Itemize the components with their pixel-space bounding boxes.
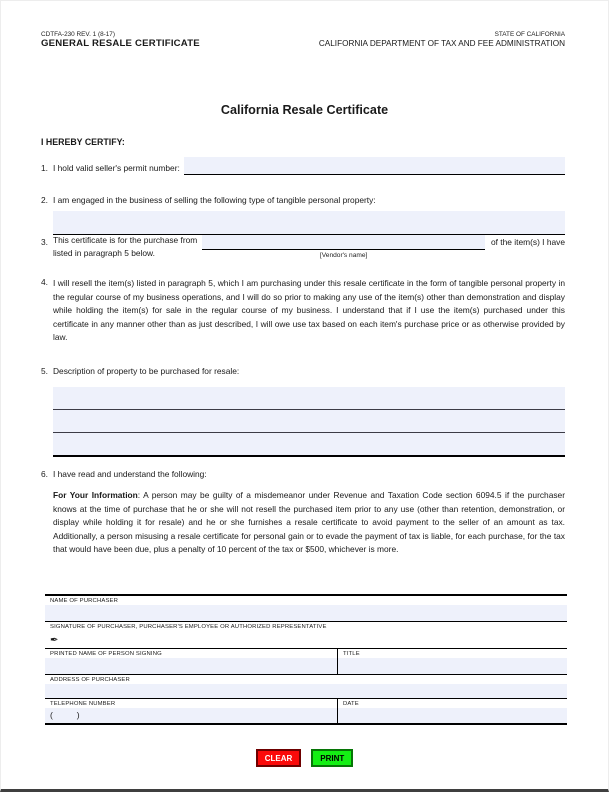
page-title: California Resale Certificate: [220, 103, 389, 117]
address-label: ADDRESS OF PURCHASER: [50, 677, 130, 683]
for-your-information-heading: For Your Information: [53, 490, 138, 500]
department-name: CALIFORNIA DEPARTMENT OF TAX AND FEE ADMINISTRATION: [318, 39, 565, 48]
purchaser-name-input[interactable]: [45, 605, 567, 621]
clear-button[interactable]: CLEAR: [256, 749, 302, 767]
description-line-1-input[interactable]: [53, 387, 565, 410]
item-2-label: I am engaged in the business of selling the following type of tangible personal property:: [53, 195, 376, 205]
signature-input[interactable]: [45, 630, 567, 648]
description-fields: [53, 387, 565, 457]
printed-name-label: PRINTED NAME OF PERSON SIGNING: [50, 651, 162, 657]
telephone-input[interactable]: [45, 708, 337, 723]
date-label: DATE: [343, 701, 359, 707]
sellers-permit-number-input[interactable]: [184, 157, 565, 175]
signature-table: [45, 594, 567, 725]
for-your-information-text: For Your Information: A person may be guilty of a misdemeanor under Revenue and Taxation Code section 6094.5 if the purchaser knows at the time of purchase that he or she will not resell the purchased item prior to any use (other than retention, demonstration, or display while holding it for resale) and he or she furnishes a resale certificate to avoid payment to the seller of an amount as tax. Additionally, a person misusing a resale certificate for personal gain or to evade the payment of tax is liable, for each purchase, for the tax that would have been due, plus a penalty of 10 percent of the tax or $500, whichever is more.: [53, 490, 565, 555]
item-2-number: 2.: [41, 195, 48, 205]
title-input[interactable]: [338, 658, 567, 674]
certify-item-2: [41, 194, 565, 235]
vendor-name-caption: [Vendor's name]: [319, 252, 368, 259]
telephone-date-row: [45, 698, 567, 723]
item-1-label: I hold valid seller's permit number:: [53, 163, 180, 173]
address-input[interactable]: [45, 684, 567, 698]
item-3-number: 3.: [41, 237, 48, 247]
property-type-input[interactable]: [53, 211, 565, 235]
purchaser-name-label: NAME OF PURCHASER: [50, 598, 119, 604]
item-5-label: Description of property to be purchased for resale:: [53, 366, 240, 376]
form-number: CDTFA-230 REV. 1 (8-17): [41, 31, 115, 38]
date-input[interactable]: [338, 708, 567, 723]
certify-heading: I HEREBY CERTIFY:: [41, 137, 125, 147]
item-5-number: 5.: [41, 366, 48, 376]
form-name: GENERAL RESALE CERTIFICATE: [41, 38, 200, 49]
signature-label: SIGNATURE OF PURCHASER, PURCHASER'S EMPLOYEE OR AUTHORIZED REPRESENTATIVE: [50, 624, 327, 630]
item-4-text: I will resell the item(s) listed in paragraph 5, which I am purchasing under this resale certificate in the form of tangible personal property in the regular course of my business operations, and I will do so prior to making any use of the item(s) other than demonstration and display while holding the item(s) for sale in the regular course of my business. I understand that if I use the item(s) purchased under this certificate in any manner other than as just described, I will owe use tax based on each item's purchase price or as otherwise provided by law.: [53, 278, 565, 343]
certify-item-1: [41, 157, 565, 175]
telephone-area-code-parens: ( ): [50, 710, 80, 720]
printed-name-title-row: [45, 648, 567, 674]
signature-row: [45, 621, 567, 648]
title-label: TITLE: [343, 651, 360, 657]
certify-item-4: [41, 277, 565, 345]
description-line-3-input[interactable]: [53, 433, 565, 455]
telephone-label: TELEPHONE NUMBER: [50, 701, 116, 707]
certify-item-5: [41, 365, 565, 457]
printed-name-input[interactable]: [45, 658, 337, 674]
state-label: STATE OF CALIFORNIA: [494, 31, 565, 38]
vendor-name-input[interactable]: [202, 235, 485, 250]
item-6-number: 6.: [41, 469, 48, 479]
certify-item-6: [41, 468, 565, 557]
item-3-text: This certificate is for the purchase from listed in paragraph 5 below.: [53, 235, 198, 258]
signature-pen-icon: ✒: [50, 635, 59, 646]
form-header: [41, 31, 565, 49]
form-actions: [1, 749, 608, 767]
item-6-label: I have read and understand the following:: [53, 469, 207, 479]
item-3-text-after: of the item(s) I have: [490, 237, 565, 247]
item-1-number: 1.: [41, 163, 48, 173]
item-4-number: 4.: [41, 277, 48, 287]
description-line-2-input[interactable]: [53, 410, 565, 433]
purchaser-name-row: [45, 596, 567, 621]
address-row: [45, 674, 567, 698]
print-button[interactable]: PRINT: [311, 749, 353, 767]
certify-item-3: [41, 234, 565, 260]
